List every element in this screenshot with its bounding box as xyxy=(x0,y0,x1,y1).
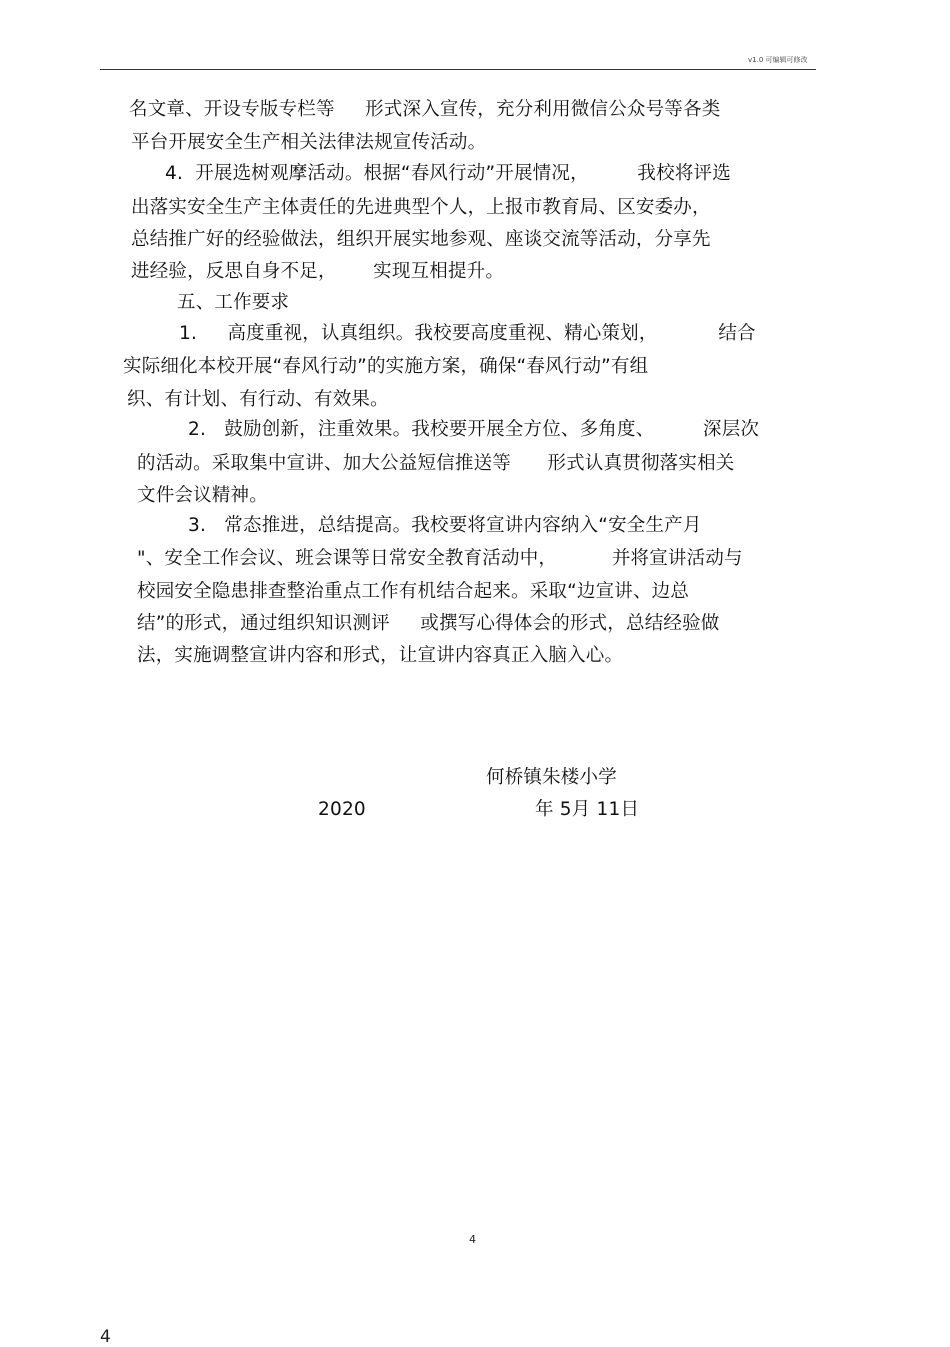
signature-org: 何桥镇朱楼小学 xyxy=(486,767,617,788)
body-line: 进经验，反思自身不足， 实现互相提升。 xyxy=(131,261,505,282)
body-line: 2. 鼓励创新，注重效果。我校要开展全方位、多角度、 深层次 xyxy=(188,419,760,440)
section-heading: 五、工作要求 xyxy=(177,292,290,313)
body-line: 出落实安全生产主体责任的先进典型个人，上报市教育局、区安委办， xyxy=(131,197,711,218)
body-line: 校园安全隐患排查整治重点工作有机结合起来。采取“边宣讲、边总 xyxy=(137,581,690,602)
body-line: 名文章、开设专版专栏等 形式深入宣传，充分利用微信公众号等各类 xyxy=(129,99,721,120)
body-line: 4. 开展选树观摩活动。根据“春风行动”开展情况， 我校将评选 xyxy=(165,163,731,184)
body-line: "、安全工作会议、班会课等日常安全教育活动中， 并将宣讲活动与 xyxy=(137,548,743,569)
page-number: 4 xyxy=(469,1233,476,1246)
body-line: 织、有计划、有行动、有效果。 xyxy=(127,389,389,410)
body-line: 总结推广好的经验做法，组织开展实地参观、座谈交流等活动，分享先 xyxy=(131,229,711,250)
body-line: 平台开展安全生产相关法律法规宣传活动。 xyxy=(131,132,487,153)
body-line: 的活动。采取集中宣讲、加大公益短信推送等 形式认真贯彻落实相关 xyxy=(137,453,735,474)
header-version-note: v1.0 可编辑可修改 xyxy=(748,56,808,64)
body-line: 法，实施调整宣讲内容和形式，让宣讲内容真正入脑入心。 xyxy=(137,645,624,666)
body-line: 3. 常态推进，总结提高。我校要将宣讲内容纳入“安全生产月 xyxy=(188,515,702,536)
body-line: 结”的形式，通过组织知识测评 或撰写心得体会的形式，总结经验做 xyxy=(137,613,720,634)
corner-page-number: 4 xyxy=(100,1327,111,1347)
body-line: 文件会议精神。 xyxy=(137,485,268,506)
signature-year: 2020 xyxy=(318,799,366,820)
body-line: 1. 高度重视，认真组织。我校要高度重视、精心策划， 结合 xyxy=(179,323,756,344)
body-line: 实际细化本校开展“春风行动”的实施方案，确保“春风行动”有组 xyxy=(123,356,649,377)
header-rule xyxy=(100,69,816,70)
signature-date: 年 5月 11日 xyxy=(535,799,640,820)
